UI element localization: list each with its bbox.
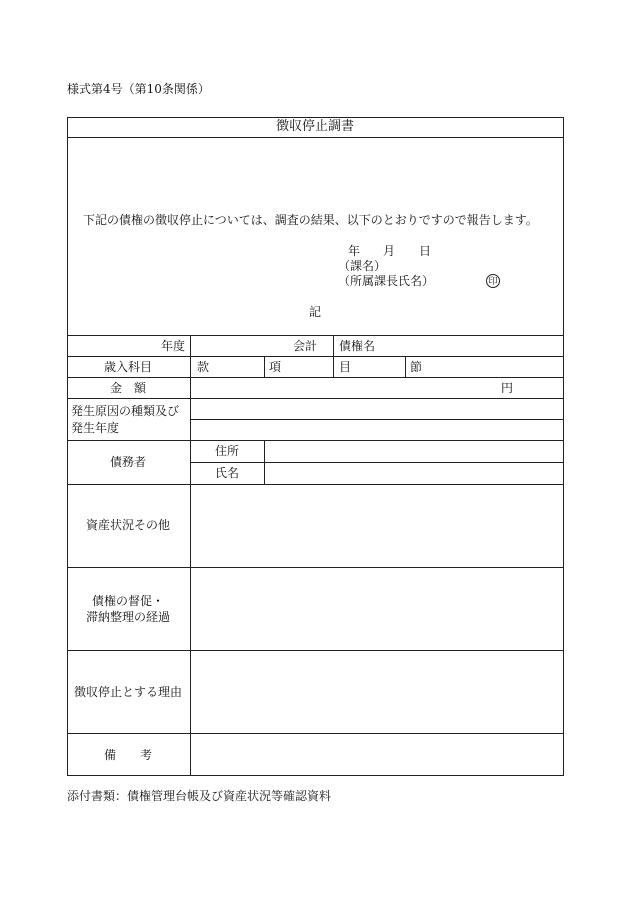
row-divider-8: [67, 733, 564, 734]
debtor-label: 債務者: [109, 455, 147, 469]
revenue-subject-label: 歳入科目: [103, 360, 153, 374]
form-number: 様式第4号（第10条関係）: [67, 82, 210, 96]
address-label: 住所: [214, 444, 240, 458]
label-column-divider: [190, 335, 191, 776]
row-divider-4: [67, 440, 564, 441]
intro-divider: [67, 335, 564, 336]
date-day-label: 日: [419, 244, 432, 258]
reason-label: 徴収停止とする理由: [73, 685, 183, 699]
origin-inner-divider: [190, 419, 564, 420]
debtor-inner-divider: [190, 462, 564, 463]
date-year-label: 年: [348, 244, 361, 258]
date-month-label: 月: [383, 244, 396, 258]
claim-name-label: 債権名: [339, 339, 376, 353]
row-divider-2: [67, 377, 564, 378]
origin-label-line1: 発生原因の種類及び: [71, 404, 180, 418]
section-name-label: （課名）: [338, 259, 387, 273]
history-label-line2: 滞納整理の経過: [85, 610, 171, 624]
row-divider-7: [67, 650, 564, 651]
setsu-column-divider: [405, 356, 406, 377]
seal-mark: 印: [486, 274, 500, 288]
yen-unit: 円: [501, 381, 514, 395]
setsu-label: 節: [410, 360, 423, 374]
history-label-line1: 債権の督促・: [91, 594, 165, 608]
row-divider-5: [67, 484, 564, 485]
kou-column-divider: [264, 356, 265, 377]
attachments-note: 添付書類：債権管理台帳及び資産状況等確認資料: [67, 789, 332, 803]
origin-label-line2: 発生年度: [71, 421, 120, 435]
report-statement: 下記の債権の徴収停止については、調査の結果、以下のとおりですので報告します。: [83, 213, 538, 227]
account-column-divider: [333, 335, 334, 377]
name-label: 氏名: [214, 466, 240, 480]
amount-label: 金 額: [109, 381, 147, 395]
remarks-label: 備 考: [103, 748, 153, 762]
row-divider-3: [67, 398, 564, 399]
kan-label: 款: [197, 360, 210, 374]
account-label: 会計: [293, 339, 318, 353]
title-divider: [67, 137, 564, 138]
row-divider-1: [67, 356, 564, 357]
row-divider-6: [67, 567, 564, 568]
assets-label: 資産状況その他: [85, 518, 171, 532]
manager-name-label: （所属課長氏名）: [338, 274, 435, 288]
form-title: 徴収停止調書: [275, 119, 355, 134]
fiscal-year-label: 年度: [161, 339, 186, 353]
ki-label: 記: [309, 305, 322, 319]
moku-label: 目: [339, 360, 352, 374]
kou-label: 項: [269, 360, 282, 374]
debtor-column-divider: [264, 440, 265, 484]
